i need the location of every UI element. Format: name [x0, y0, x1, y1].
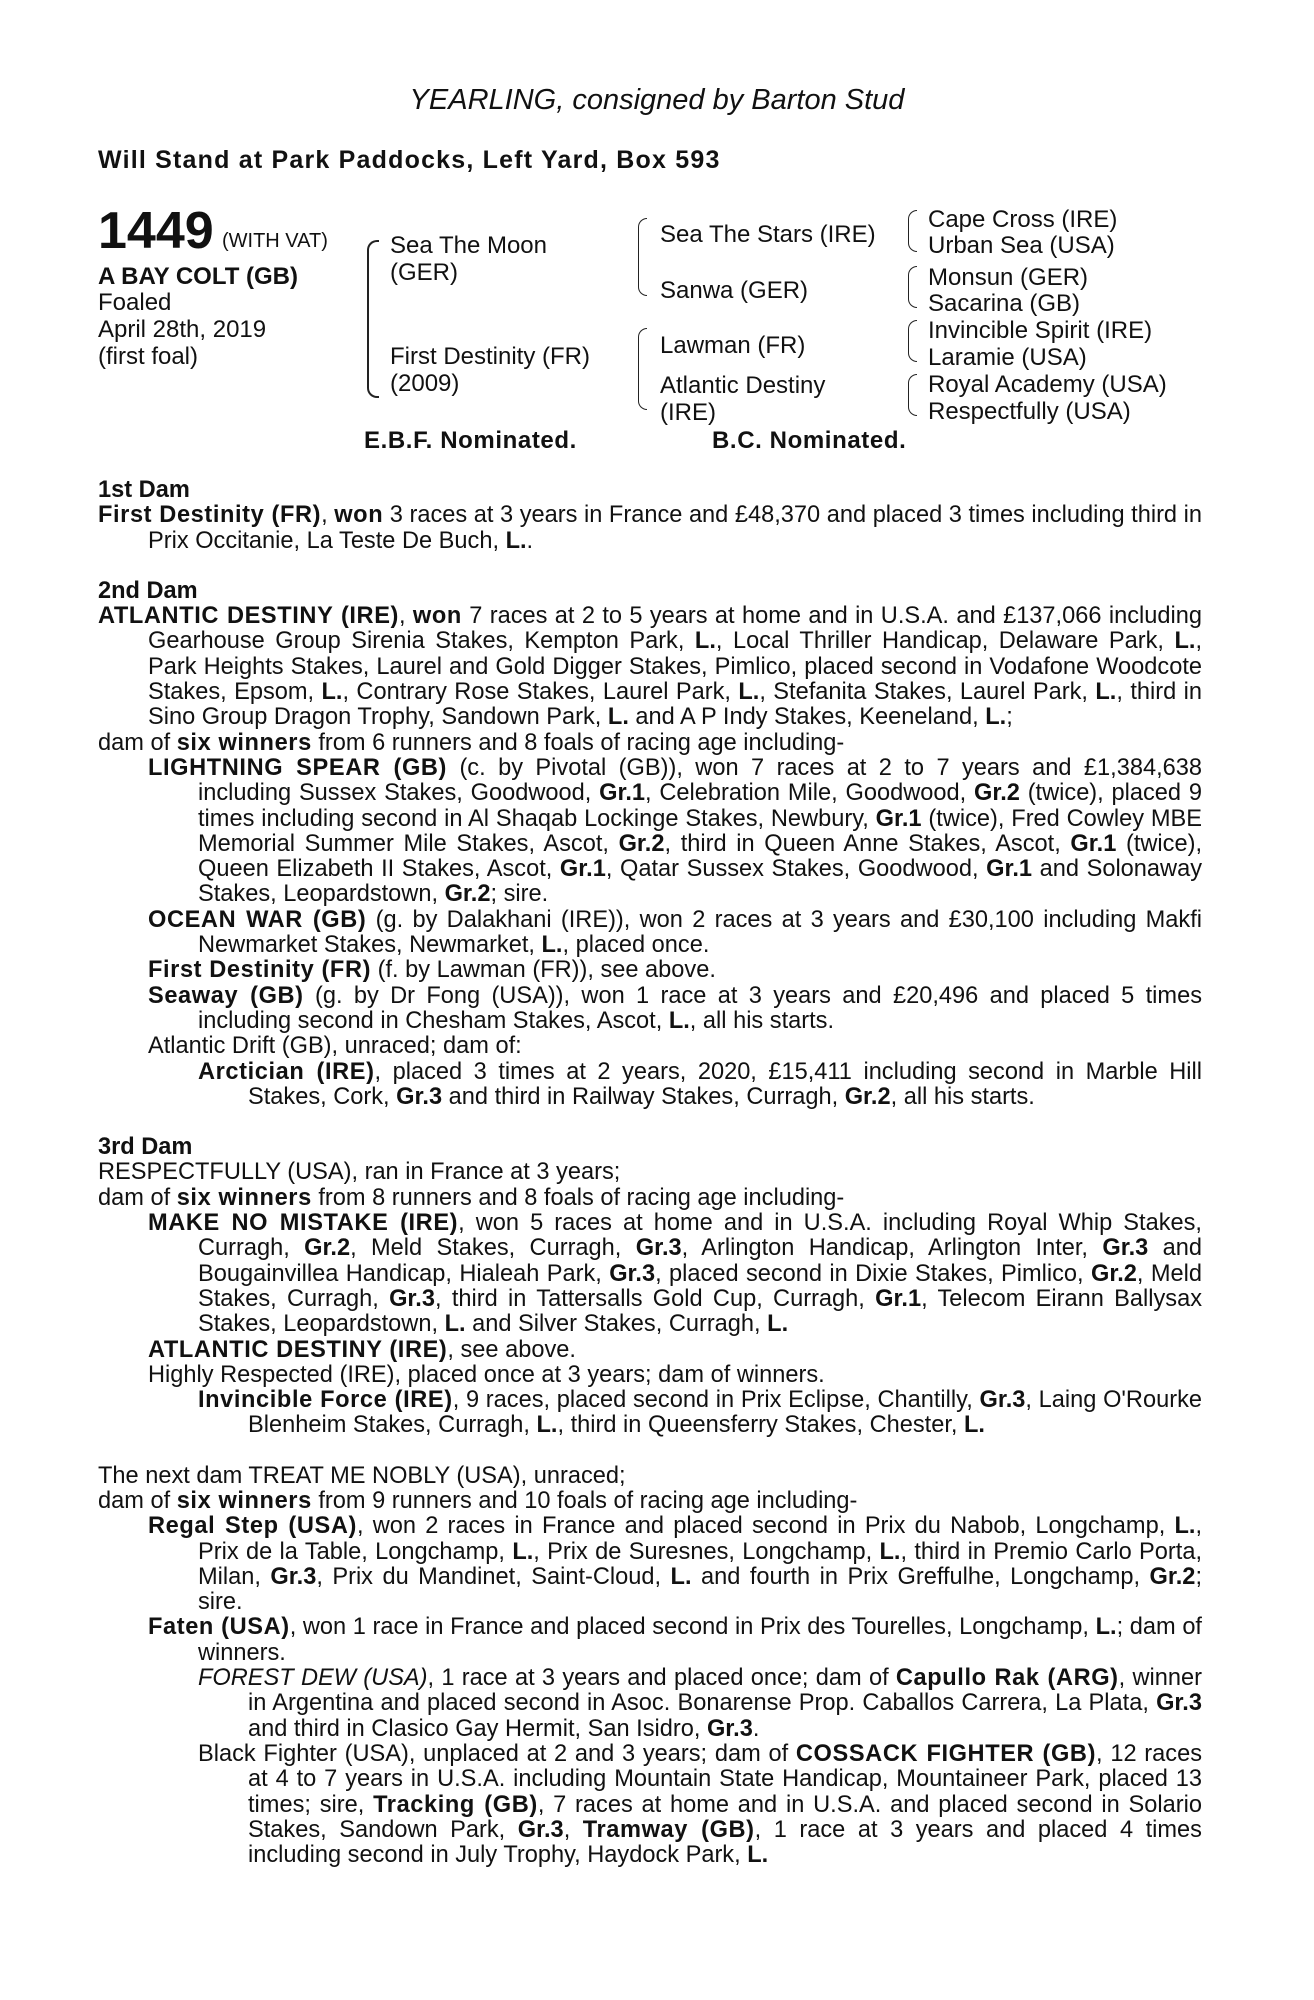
progeny-entry: Regal Step (USA), won 2 races in France and placed second in Prix du Nabob, Longchamp, L., Prix de la Table, Longchamp, L., Prix de Suresnes, Longchamp, L., third in Premio Carlo Porta, Milan, Gr.3, Prix du Mandinet, Saint-Cloud, L. and fourth in Prix Greffulhe, Longchamp, Gr.2; sire. — [148, 1513, 1203, 1616]
progeny-entry: FOREST DEW (USA), 1 race at 3 years and placed once; dam of Capullo Rak (ARG), winner in Argentina and placed second in Asoc. Bonarense Prop. Caballos Carrera, La Plata, Gr.3 and third in Clasico Gay Hermit, San Isidro, Gr.3. — [198, 1665, 1202, 1742]
pedigree-ggp: Laramie (USA) — [928, 344, 1087, 371]
pedigree-brace — [638, 218, 647, 296]
progeny-entry: Black Fighter (USA), unplaced at 2 and 3 years; dam of COSSACK FIGHTER (GB), 12 races at 4 to 7 years in U.S.A. including Mountain State Handicap, Mountaineer Park, placed 13 times; sire, Tracking (GB), 7 races at home and in U.S.A. and placed second in Solario Stakes, Sandown Park, Gr.3, Tramway (GB), 1 race at 3 years and placed 4 times including second in July Trophy, Haydock Park, L. — [198, 1740, 1203, 1869]
progeny-entry: First Destinity (FR) (f. by Lawman (FR)), see above. — [148, 957, 716, 984]
progeny-entry: MAKE NO MISTAKE (IRE), won 5 races at home and in U.S.A. including Royal Whip Stakes, Curragh, Gr.2, Meld Stakes, Curragh, Gr.3, Arlington Handicap, Arlington Inter, Gr.3 and Bougainvillea Handicap, Hialeah Park, Gr.3, placed second in Dixie Stakes, Pimlico, Gr.2, Meld Stakes, Curragh, Gr.3, third in Tattersalls Gold Cup, Curragh, Gr.1, Telecom Eirann Ballysax Stakes, Leopardstown, L. and Silver Stakes, Curragh, L. — [148, 1210, 1203, 1338]
second-dam-summary: dam of six winners from 6 runners and 8 foals of racing age including- — [98, 729, 845, 756]
pedigree-brace — [908, 210, 917, 252]
lot-number: 1449 — [98, 202, 214, 260]
pedigree-dam-sire: Lawman (FR) — [660, 332, 806, 359]
pedigree-brace — [908, 374, 917, 416]
pedigree-dam-dam-country: (IRE) — [660, 399, 716, 426]
pedigree-ggp: Cape Cross (IRE) — [928, 206, 1118, 233]
pedigree-ggp: Invincible Spirit (IRE) — [928, 317, 1153, 344]
pedigree-ggp: Royal Academy (USA) — [928, 371, 1167, 398]
second-dam-heading: 2nd Dam — [98, 577, 198, 604]
produce-record — [98, 478, 1202, 1868]
next-dam-summary: dam of six winners from 9 runners and 10 foals of racing age including- — [98, 1487, 858, 1514]
bc-nomination: B.C. Nominated. — [712, 427, 907, 454]
pedigree-sire-country: (GER) — [390, 259, 458, 286]
progeny-entry: LIGHTNING SPEAR (GB) (c. by Pivotal (GB)), won 7 races at 2 to 7 years and £1,384,638 including Sussex Stakes, Goodwood, Gr.1, Celebration Mile, Goodwood, Gr.2 (twice), placed 9 times including second in Al Shaqab Lockinge Stakes, Newbury, Gr.1 (twice), Fred Cowley MBE Memorial Summer Mile Stakes, Ascot, Gr.2, third in Queen Anne Stakes, Ascot, Gr.1 (twice), Queen Elizabeth II Stakes, Ascot, Gr.1, Qatar Sussex Stakes, Goodwood, Gr.1 and Solonaway Stakes, Leopardstown, Gr.2; sire. — [148, 754, 1203, 908]
progeny-entry: Arctician (IRE), placed 3 times at 2 years, 2020, £15,411 including second in Marble Hill Stakes, Cork, Gr.3 and third in Railway Stakes, Curragh, Gr.2, all his starts. — [198, 1058, 1202, 1110]
pedigree-ggp: Urban Sea (USA) — [928, 232, 1115, 259]
foaled-date: April 28th, 2019 — [98, 316, 267, 343]
next-dam-record: The next dam TREAT ME NOBLY (USA), unraced; — [98, 1462, 626, 1489]
first-dam-record: First Destinity (FR), won 3 races at 3 years in France and £48,370 and placed 3 times including third in Prix Occitanie, La Teste De Buch, L.. — [98, 502, 1202, 554]
pedigree-ggp: Respectfully (USA) — [928, 398, 1131, 425]
pedigree-dam-year: (2009) — [390, 370, 460, 397]
third-dam-record: RESPECTFULLY (USA), ran in France at 3 years; — [98, 1159, 621, 1186]
pedigree-brace — [367, 240, 379, 398]
progeny-entry: ATLANTIC DESTINY (IRE), see above. — [148, 1336, 576, 1363]
page-title: YEARLING, consigned by Barton Stud — [409, 84, 905, 116]
progeny-entry: OCEAN WAR (GB) (g. by Dalakhani (IRE)), won 2 races at 3 years and £30,100 including Makfi Newmarket Stakes, Newmarket, L., placed once. — [148, 906, 1202, 959]
first-foal-note: (first foal) — [98, 343, 199, 370]
foaled-label: Foaled — [98, 289, 172, 316]
first-dam-heading: 1st Dam — [98, 477, 190, 503]
ebf-nomination: E.B.F. Nominated. — [364, 427, 577, 454]
pedigree-ggp: Monsun (GER) — [928, 264, 1089, 291]
pedigree-sire: Sea The Moon — [390, 232, 547, 259]
vat-label: (WITH VAT) — [222, 230, 328, 252]
second-dam-record: ATLANTIC DESTINY (IRE), won 7 races at 2 to 5 years at home and in U.S.A. and £137,066 including Gearhouse Group Sirenia Stakes, Kempton Park, L., Local Thriller Handicap, Delaware Park, L., Park Heights Stakes, Laurel and Gold Digger Stakes, Pimlico, placed second in Vodafone Woodcote Stakes, Epsom, L., Contrary Rose Stakes, Laurel Park, L., Stefanita Stakes, Laurel Park, L., third in Sino Group Dragon Trophy, Sandown Park, L. and A P Indy Stakes, Keeneland, L.; — [98, 603, 1202, 731]
pedigree-sire-dam: Sanwa (GER) — [660, 277, 809, 304]
progeny-entry: Faten (USA), won 1 race in France and placed second in Prix des Tourelles, Longchamp, L.; dam of winners. — [148, 1614, 1202, 1666]
pedigree-ggp: Sacarina (GB) — [928, 290, 1081, 317]
pedigree-brace — [638, 328, 647, 410]
pedigree-dam: First Destinity (FR) — [390, 343, 590, 370]
pedigree-sire-sire: Sea The Stars (IRE) — [660, 221, 876, 248]
third-dam-summary: dam of six winners from 8 runners and 8 foals of racing age including- — [98, 1184, 845, 1211]
pedigree-brace — [908, 320, 917, 362]
lot-name: A BAY COLT (GB) — [98, 263, 299, 290]
third-dam-heading: 3rd Dam — [98, 1134, 193, 1161]
progeny-entry: Seaway (GB) (g. by Dr Fong (USA)), won 1 race at 3 years and £20,496 and placed 5 times including second in Chesham Stakes, Ascot, L., all his starts. — [148, 982, 1202, 1034]
pedigree-brace — [908, 266, 917, 308]
stand-location: Will Stand at Park Paddocks, Left Yard, Box 593 — [98, 146, 721, 174]
pedigree-dam-dam: Atlantic Destiny — [660, 372, 826, 399]
progeny-entry: Atlantic Drift (GB), unraced; dam of: — [148, 1033, 522, 1060]
progeny-entry: Highly Respected (IRE), placed once at 3 years; dam of winners. — [148, 1361, 825, 1388]
progeny-entry: Invincible Force (IRE), 9 races, placed second in Prix Eclipse, Chantilly, Gr.3, Laing O'Rourke Blenheim Stakes, Curragh, L., third in Queensferry Stakes, Chester, L. — [198, 1387, 1202, 1439]
